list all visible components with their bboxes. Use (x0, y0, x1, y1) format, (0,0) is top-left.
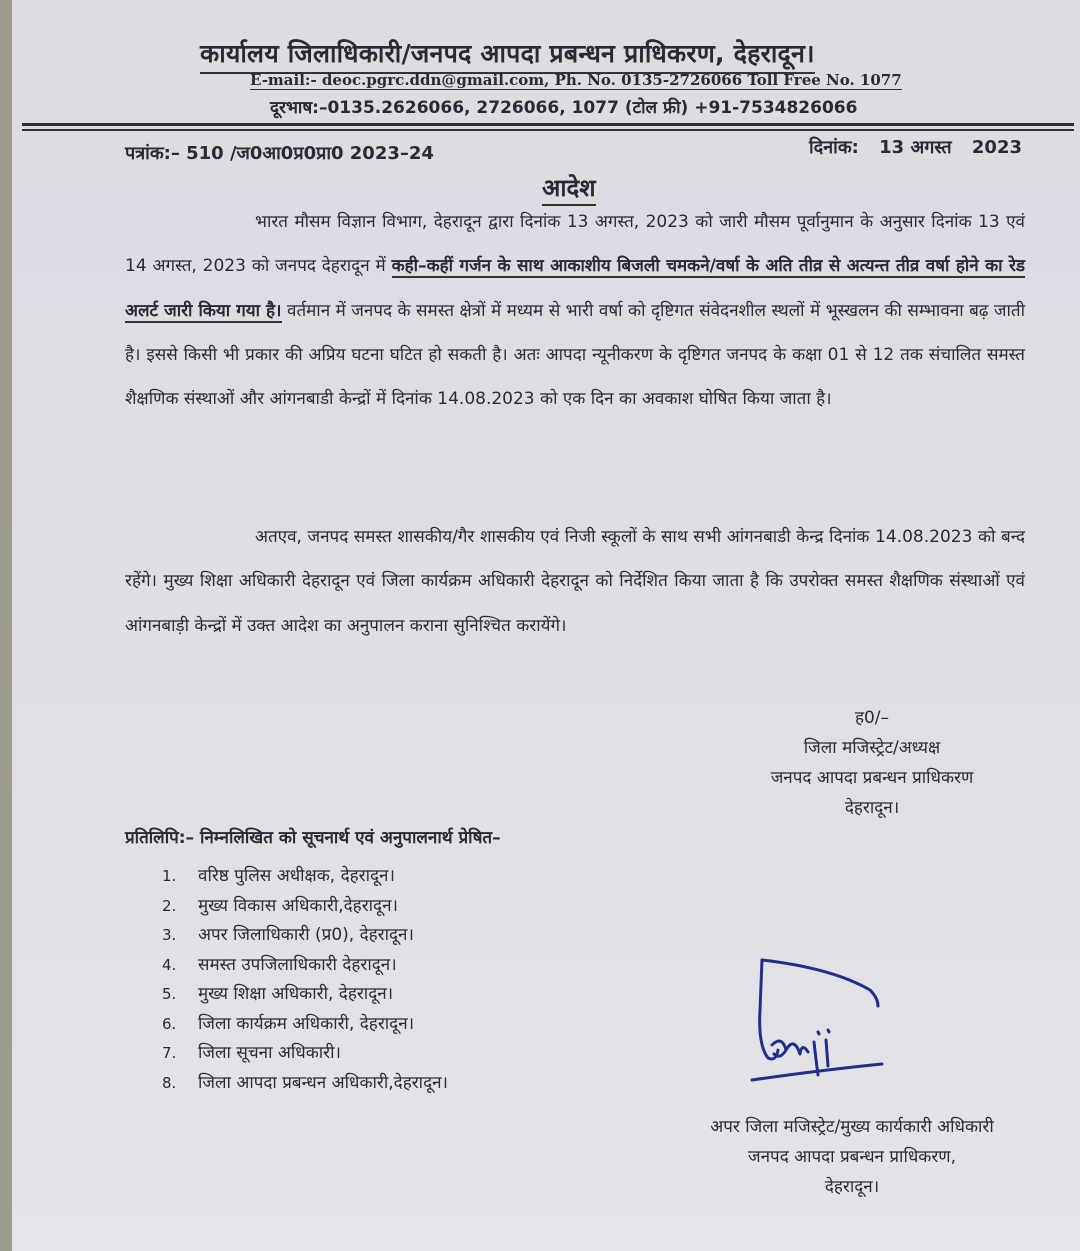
dm-authority: जनपद आपदा प्रबन्धन प्राधिकरण (770, 768, 974, 788)
list-item: 3. अपर जिलाधिकारी (प्र0), देहरादून। (162, 925, 414, 945)
date-label: दिनांक: (808, 137, 859, 158)
signed-mark: ह0/– (854, 708, 890, 728)
date-value: 13 अगस्त (879, 137, 952, 158)
list-item: 6. जिला कार्यक्रम अधिकारी, देहरादून। (162, 1013, 415, 1034)
contact-line: E-mail:- deoc.pgrc.ddn@gmail.com, Ph. No. 0135-2726066 Toll Free No. 1077 (250, 71, 902, 89)
office-title: कार्यालय जिलाधिकारी/जनपद आपदा प्रबन्धन प्राधिकरण, देहरादून। (200, 36, 815, 74)
adm-authority: जनपद आपदा प्रबन्धन प्राधिकरण, (747, 1147, 957, 1167)
phone-line: दूरभाष:–0135.2626066, 2726066, 1077 (टोल फ्री) +91-7534826066 (270, 98, 858, 118)
list-item: 8. जिला आपदा प्रबन्धन अधिकारी,देहरादून। (162, 1072, 448, 1093)
red-alert-underlined-text: कही–कहीं गर्जन के साथ आकाशीय बिजली चमकने/वर्षा के अति तीव्र से अत्यन्त तीव्र वर्षा होने का रेड अलर्ट जारी किया गया है। (125, 256, 1026, 321)
dm-place: देहरादून। (844, 798, 900, 818)
header-divider-thin (22, 129, 1074, 131)
dm-designation: जिला मजिस्ट्रेट/अध्यक्ष (803, 738, 941, 758)
adm-place: देहरादून। (824, 1177, 880, 1197)
list-item: 1. वरिष्ठ पुलिस अधीक्षक, देहरादून। (162, 866, 395, 886)
para1-end: वर्तमान में जनपद के समस्त क्षेत्रों में मध्यम से भारी वर्षा को दृष्टिगत संवेदनशील स्थलों में भूस्खलन की सम्भावना बढ़ जाती है। इससे किसी भी प्रकार की अप्रिय घटना घटित हो सकती है। अतः आपदा न्यूनीकरण के दृष्टिगत जनपद के कक्षा 01 से 12 तक संचालित समस्त शैक्षणिक संस्थाओं और आंगनबाडी केन्द्रों में दिनांक 14.08.2023 को एक दिन का अवकाश घोषित किया जाता है। (125, 300, 1025, 410)
letter-number: पत्रांक:– 510 /ज0आ0प्र0प्रा0 2023–24 (125, 143, 434, 164)
copy-to-heading: प्रतिलिपि:– निम्नलिखित को सूचनार्थ एवं अनुपालनार्थ प्रेषित– (125, 828, 501, 848)
document-page (12, 0, 1080, 1251)
list-item: 5. मुख्य शिक्षा अधिकारी, देहरादून। (162, 984, 394, 1004)
signatory-block-adm (652, 1112, 1052, 1202)
handwritten-signature (742, 950, 892, 1090)
list-item: 2. मुख्य विकास अधिकारी,देहरादून। (162, 895, 398, 916)
letter-date (809, 135, 1022, 159)
list-item: 7. जिला सूचना अधिकारी। (162, 1043, 341, 1063)
header-divider-thick (22, 123, 1074, 126)
order-paragraph-1 (125, 200, 1025, 421)
para1-start: भारत मौसम विज्ञान विभाग, देहरादून द्वारा दिनांक 13 अगस्त, 2023 को जारी मौसम पूर्वानुमान के अनुसार दिनांक 13 एवं 14 अगस्त, 2023 को जनपद देहरादून में (125, 212, 1025, 277)
order-paragraph-2: अतएव, जनपद समस्त शासकीय/गैर शासकीय एवं निजी स्कूलों के साथ सभी आंगनबाडी केन्द्र दिनांक 14.08.2023 को बन्द रहेंगे। मुख्य शिक्षा अधिकारी देहरादून एवं जिला कार्यक्रम अधिकारी देहरादून को निर्देशित किया जाता है कि उपरोक्त समस्त शैक्षणिक संस्थाओं एवं आंगनबाड़ी केन्द्रों में उक्त आदेश का अनुपालन कराना सुनिश्चित करायेंगे। (125, 527, 1025, 636)
list-item: 4. समस्त उपजिलाधिकारी देहरादून। (162, 954, 397, 975)
adm-designation: अपर जिला मजिस्ट्रेट/मुख्य कार्यकारी अधिकारी (710, 1117, 994, 1137)
signatory-block-dm (712, 703, 1032, 823)
copy-to-list (162, 862, 448, 1098)
date-year: 2023 (971, 137, 1022, 158)
order-heading: आदेश (542, 171, 596, 206)
